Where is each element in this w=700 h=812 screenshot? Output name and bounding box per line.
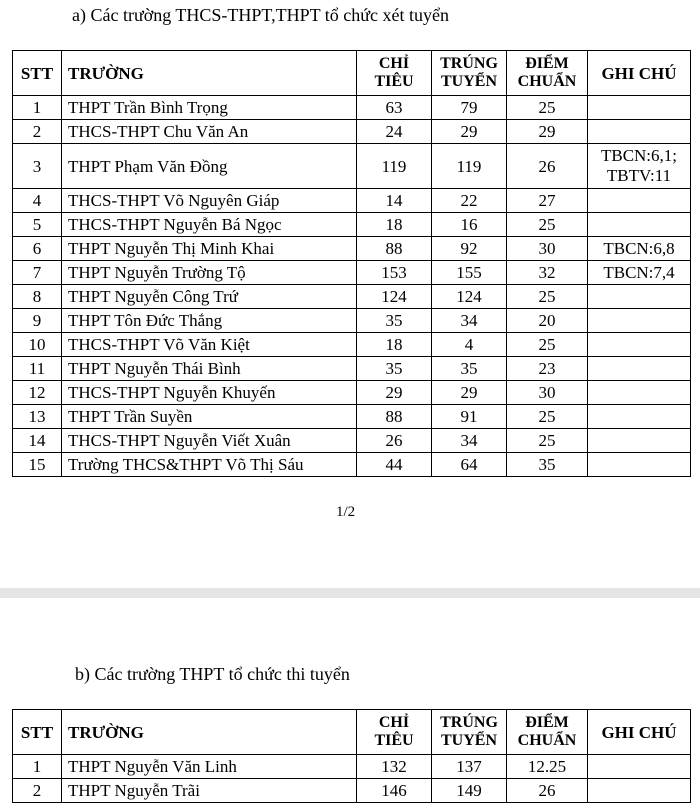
- cell-stt: 13: [13, 405, 62, 429]
- cell-truong: THPT Nguyễn Công Trứ: [62, 285, 357, 309]
- table-row: [13, 453, 691, 477]
- cell-ghi-chu: [588, 213, 691, 237]
- cell-stt: 7: [13, 261, 62, 285]
- cell-trung-tuyen: 155: [432, 261, 507, 285]
- table-row: [13, 357, 691, 381]
- cell-chi-tieu: 132: [357, 755, 432, 779]
- cell-chi-tieu: 24: [357, 120, 432, 144]
- cell-truong: THPT Trần Suyền: [62, 405, 357, 429]
- cell-ghi-chu: [588, 405, 691, 429]
- cell-diem-chuan: 26: [507, 779, 588, 803]
- cell-truong: THPT Nguyễn Trãi: [62, 779, 357, 803]
- cell-truong: THCS-THPT Nguyễn Bá Ngọc: [62, 213, 357, 237]
- cell-stt: 2: [13, 120, 62, 144]
- header-stt: STT: [13, 51, 62, 96]
- cell-stt: 15: [13, 453, 62, 477]
- header-truong: TRƯỜNG: [62, 51, 357, 96]
- cell-diem-chuan: 25: [507, 333, 588, 357]
- cell-chi-tieu: 35: [357, 357, 432, 381]
- cell-stt: 12: [13, 381, 62, 405]
- cell-truong: THCS-THPT Nguyễn Viết Xuân: [62, 429, 357, 453]
- cell-diem-chuan: 29: [507, 120, 588, 144]
- cell-chi-tieu: 124: [357, 285, 432, 309]
- cell-truong: THCS-THPT Võ Nguyên Giáp: [62, 189, 357, 213]
- cell-diem-chuan: 25: [507, 405, 588, 429]
- cell-ghi-chu: [588, 120, 691, 144]
- table-row: [13, 381, 691, 405]
- cell-diem-chuan: 25: [507, 213, 588, 237]
- cell-chi-tieu: 29: [357, 381, 432, 405]
- table-row: [13, 213, 691, 237]
- section-b-title: b) Các trường THPT tổ chức thi tuyển: [75, 664, 350, 684]
- cell-diem-chuan: 25: [507, 429, 588, 453]
- table-row: [13, 429, 691, 453]
- table-row: [13, 261, 691, 285]
- header-truong: TRƯỜNG: [62, 710, 357, 755]
- cell-stt: 10: [13, 333, 62, 357]
- admission-table-a: [12, 50, 691, 477]
- cell-diem-chuan: 23: [507, 357, 588, 381]
- cell-stt: 11: [13, 357, 62, 381]
- cell-truong: THPT Nguyễn Thái Bình: [62, 357, 357, 381]
- header-chi-tieu: CHỈ TIÊU: [357, 710, 432, 755]
- cell-ghi-chu: [588, 429, 691, 453]
- cell-ghi-chu: [588, 755, 691, 779]
- cell-stt: 8: [13, 285, 62, 309]
- header-stt: STT: [13, 710, 62, 755]
- cell-chi-tieu: 119: [357, 144, 432, 189]
- cell-stt: 6: [13, 237, 62, 261]
- page-number: 1/2: [336, 504, 356, 520]
- cell-ghi-chu: [588, 381, 691, 405]
- cell-ghi-chu: [588, 453, 691, 477]
- cell-chi-tieu: 18: [357, 333, 432, 357]
- cell-stt: 1: [13, 96, 62, 120]
- cell-trung-tuyen: 29: [432, 381, 507, 405]
- cell-ghi-chu: [588, 96, 691, 120]
- cell-truong: THPT Trần Bình Trọng: [62, 96, 357, 120]
- table-row: [13, 120, 691, 144]
- cell-ghi-chu: TBCN:6,1; TBTV:11: [588, 144, 691, 189]
- header-ghi-chu: GHI CHÚ: [588, 51, 691, 96]
- header-ghi-chu: GHI CHÚ: [588, 710, 691, 755]
- cell-trung-tuyen: 79: [432, 96, 507, 120]
- section-a-title: a) Các trường THCS-THPT,THPT tổ chức xét tuyển: [72, 5, 449, 25]
- header-trung-tuyen: TRÚNG TUYỂN: [432, 51, 507, 96]
- cell-stt: 5: [13, 213, 62, 237]
- cell-trung-tuyen: 22: [432, 189, 507, 213]
- cell-chi-tieu: 88: [357, 237, 432, 261]
- cell-stt: 2: [13, 779, 62, 803]
- cell-trung-tuyen: 92: [432, 237, 507, 261]
- cell-ghi-chu: TBCN:7,4: [588, 261, 691, 285]
- table-row: [13, 144, 691, 189]
- table-header-row: [13, 710, 691, 755]
- cell-trung-tuyen: 16: [432, 213, 507, 237]
- cell-chi-tieu: 35: [357, 309, 432, 333]
- table-row: [13, 405, 691, 429]
- cell-truong: THPT Tôn Đức Thắng: [62, 309, 357, 333]
- cell-ghi-chu: [588, 333, 691, 357]
- cell-truong: THCS-THPT Võ Văn Kiệt: [62, 333, 357, 357]
- cell-ghi-chu: [588, 189, 691, 213]
- cell-chi-tieu: 18: [357, 213, 432, 237]
- cell-truong: THPT Nguyễn Trường Tộ: [62, 261, 357, 285]
- cell-trung-tuyen: 91: [432, 405, 507, 429]
- cell-trung-tuyen: 34: [432, 429, 507, 453]
- table-row: [13, 779, 691, 803]
- cell-chi-tieu: 146: [357, 779, 432, 803]
- cell-trung-tuyen: 124: [432, 285, 507, 309]
- cell-trung-tuyen: 64: [432, 453, 507, 477]
- header-diem-chuan: ĐIỂM CHUẨN: [507, 51, 588, 96]
- cell-chi-tieu: 14: [357, 189, 432, 213]
- cell-stt: 9: [13, 309, 62, 333]
- table-row: [13, 755, 691, 779]
- header-chi-tieu: CHỈ TIÊU: [357, 51, 432, 96]
- table-row: [13, 285, 691, 309]
- table-row: [13, 96, 691, 120]
- page-separator: [0, 588, 700, 598]
- cell-truong: THPT Nguyễn Văn Linh: [62, 755, 357, 779]
- cell-chi-tieu: 153: [357, 261, 432, 285]
- cell-trung-tuyen: 149: [432, 779, 507, 803]
- cell-stt: 1: [13, 755, 62, 779]
- cell-chi-tieu: 88: [357, 405, 432, 429]
- cell-chi-tieu: 44: [357, 453, 432, 477]
- header-trung-tuyen: TRÚNG TUYỂN: [432, 710, 507, 755]
- cell-ghi-chu: [588, 309, 691, 333]
- cell-trung-tuyen: 4: [432, 333, 507, 357]
- table-row: [13, 237, 691, 261]
- cell-trung-tuyen: 34: [432, 309, 507, 333]
- cell-diem-chuan: 27: [507, 189, 588, 213]
- cell-ghi-chu: TBCN:6,8: [588, 237, 691, 261]
- cell-chi-tieu: 26: [357, 429, 432, 453]
- header-diem-chuan: ĐIỂM CHUẨN: [507, 710, 588, 755]
- cell-trung-tuyen: 137: [432, 755, 507, 779]
- cell-ghi-chu: [588, 357, 691, 381]
- cell-diem-chuan: 25: [507, 96, 588, 120]
- table-header-row: [13, 51, 691, 96]
- cell-ghi-chu: [588, 285, 691, 309]
- cell-diem-chuan: 35: [507, 453, 588, 477]
- table-row: [13, 189, 691, 213]
- cell-truong: THCS-THPT Nguyễn Khuyến: [62, 381, 357, 405]
- table-row: [13, 309, 691, 333]
- cell-diem-chuan: 12.25: [507, 755, 588, 779]
- table-row: [13, 333, 691, 357]
- cell-trung-tuyen: 35: [432, 357, 507, 381]
- cell-diem-chuan: 32: [507, 261, 588, 285]
- admission-table-b: [12, 709, 691, 803]
- cell-diem-chuan: 30: [507, 381, 588, 405]
- cell-truong: THPT Phạm Văn Đồng: [62, 144, 357, 189]
- cell-truong: THPT Nguyễn Thị Minh Khai: [62, 237, 357, 261]
- cell-trung-tuyen: 119: [432, 144, 507, 189]
- cell-stt: 14: [13, 429, 62, 453]
- cell-stt: 4: [13, 189, 62, 213]
- cell-truong: THCS-THPT Chu Văn An: [62, 120, 357, 144]
- cell-diem-chuan: 25: [507, 285, 588, 309]
- cell-stt: 3: [13, 144, 62, 189]
- cell-diem-chuan: 26: [507, 144, 588, 189]
- cell-chi-tieu: 63: [357, 96, 432, 120]
- cell-diem-chuan: 20: [507, 309, 588, 333]
- cell-ghi-chu: [588, 779, 691, 803]
- cell-diem-chuan: 30: [507, 237, 588, 261]
- cell-truong: Trường THCS&THPT Võ Thị Sáu: [62, 453, 357, 477]
- cell-trung-tuyen: 29: [432, 120, 507, 144]
